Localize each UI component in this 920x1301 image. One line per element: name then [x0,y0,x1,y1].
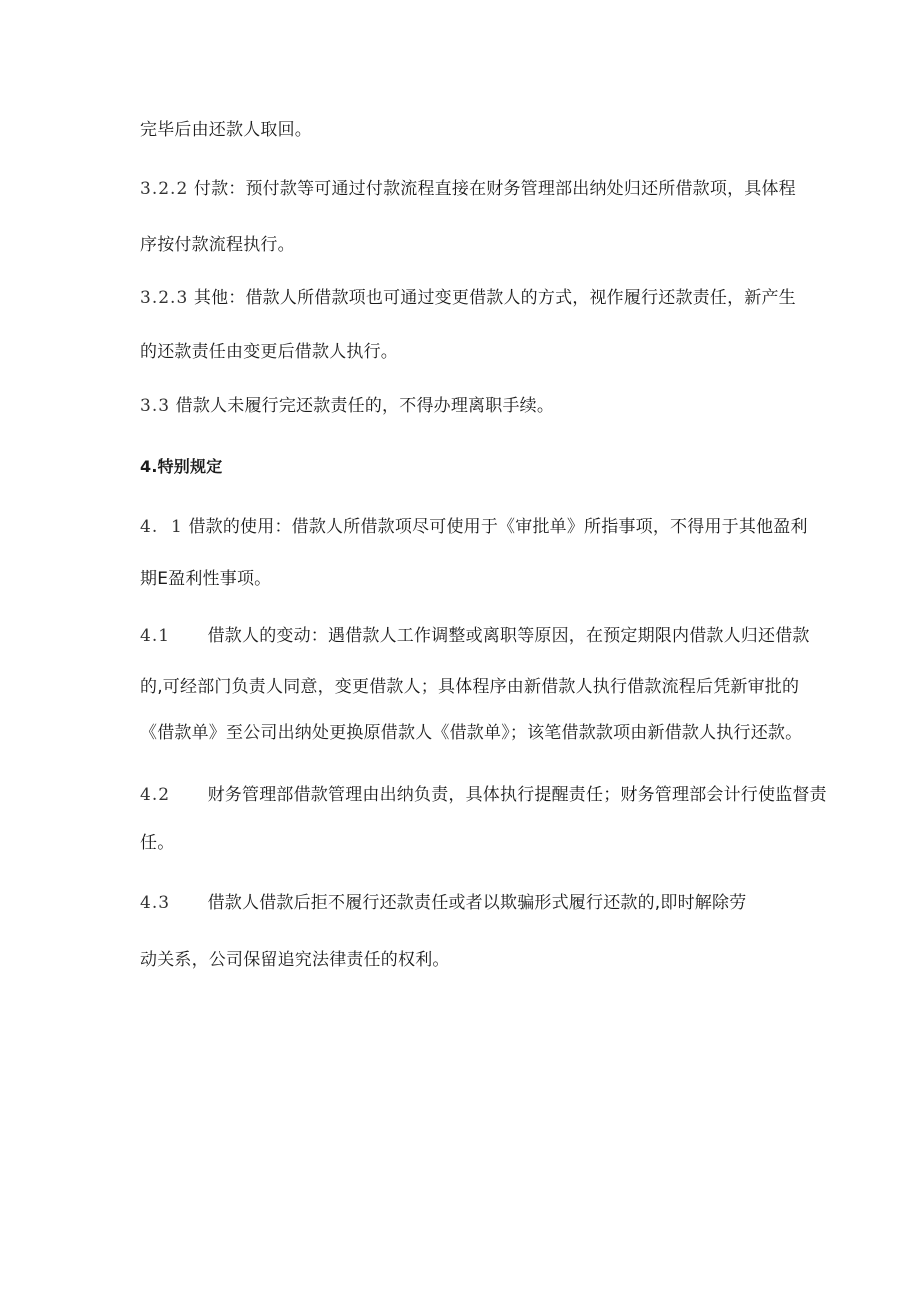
line-text: 的,可经部门负责人同意，变更借款人；具体程序由新借款人执行借款流程后凭新审批的 [140,677,800,697]
clause-3-3 [140,394,554,418]
clause-3-2-2-line-1 [140,177,796,201]
line-text: 借款人的变动：遇借款人工作调整或离职等原因，在预定期限内借款人归还借款 [207,626,810,646]
clause-number: 4.1 [140,626,171,646]
line-text: 序按付款流程执行。 [140,235,295,255]
line-text: 借款人借款后拒不履行还款责任或者以欺骗形式履行还款的,即时解除劳 [207,893,747,913]
heading-text: 4.特别规定 [140,457,223,476]
clause-4-3-line-2 [140,948,450,972]
clause-4-3-line-1 [140,891,746,915]
clause-4-1b-line-1 [140,624,810,648]
clause-4-2-line-1 [140,783,827,807]
section-heading [140,455,222,479]
clause-number: 4. 1 [140,517,183,537]
clause-number: 3.2.2 [140,179,189,199]
line-text: 借款的使用：借款人所借款项尽可使用于《审批单》所指事项，不得用于其他盈利 [188,517,808,537]
clause-number: 3.3 [140,396,171,416]
line-text: 完毕后由还款人取回。 [140,120,312,140]
line-text: 动关系，公司保留追究法律责任的权利。 [140,950,450,970]
paragraph-line [140,118,312,142]
line-text: 《借款单》至公司出纳处更换原借款人《借款单》；该笔借款款项由新借款人执行还款。 [140,723,803,743]
line-text: 期E盈利性事项。 [140,569,272,589]
clause-4-1b-line-3 [140,721,802,745]
clause-3-2-3-line-1 [140,286,796,310]
line-text: 借款人未履行完还款责任的，不得办理离职手续。 [175,396,555,416]
clause-number: 4.3 [140,893,171,913]
clause-4-1a-line-1 [140,515,808,539]
line-text: 其他：借款人所借款项也可通过变更借款人的方式，视作履行还款责任，新产生 [193,288,796,308]
line-text: 付款：预付款等可通过付款流程直接在财务管理部出纳处归还所借款项，具体程 [193,179,796,199]
clause-number: 4.2 [140,785,171,805]
clause-3-2-3-line-2 [140,340,398,364]
clause-4-2-line-2 [140,831,174,855]
line-text: 的还款责任由变更后借款人执行。 [140,342,398,362]
clause-number: 3.2.3 [140,288,189,308]
line-text: 财务管理部借款管理由出纳负责，具体执行提醒责任；财务管理部会计行使监督责 [207,785,827,805]
clause-3-2-2-line-2 [140,233,295,257]
line-text: 任。 [140,833,175,853]
clause-4-1b-line-2 [140,675,799,699]
clause-4-1a-line-2 [140,567,271,591]
